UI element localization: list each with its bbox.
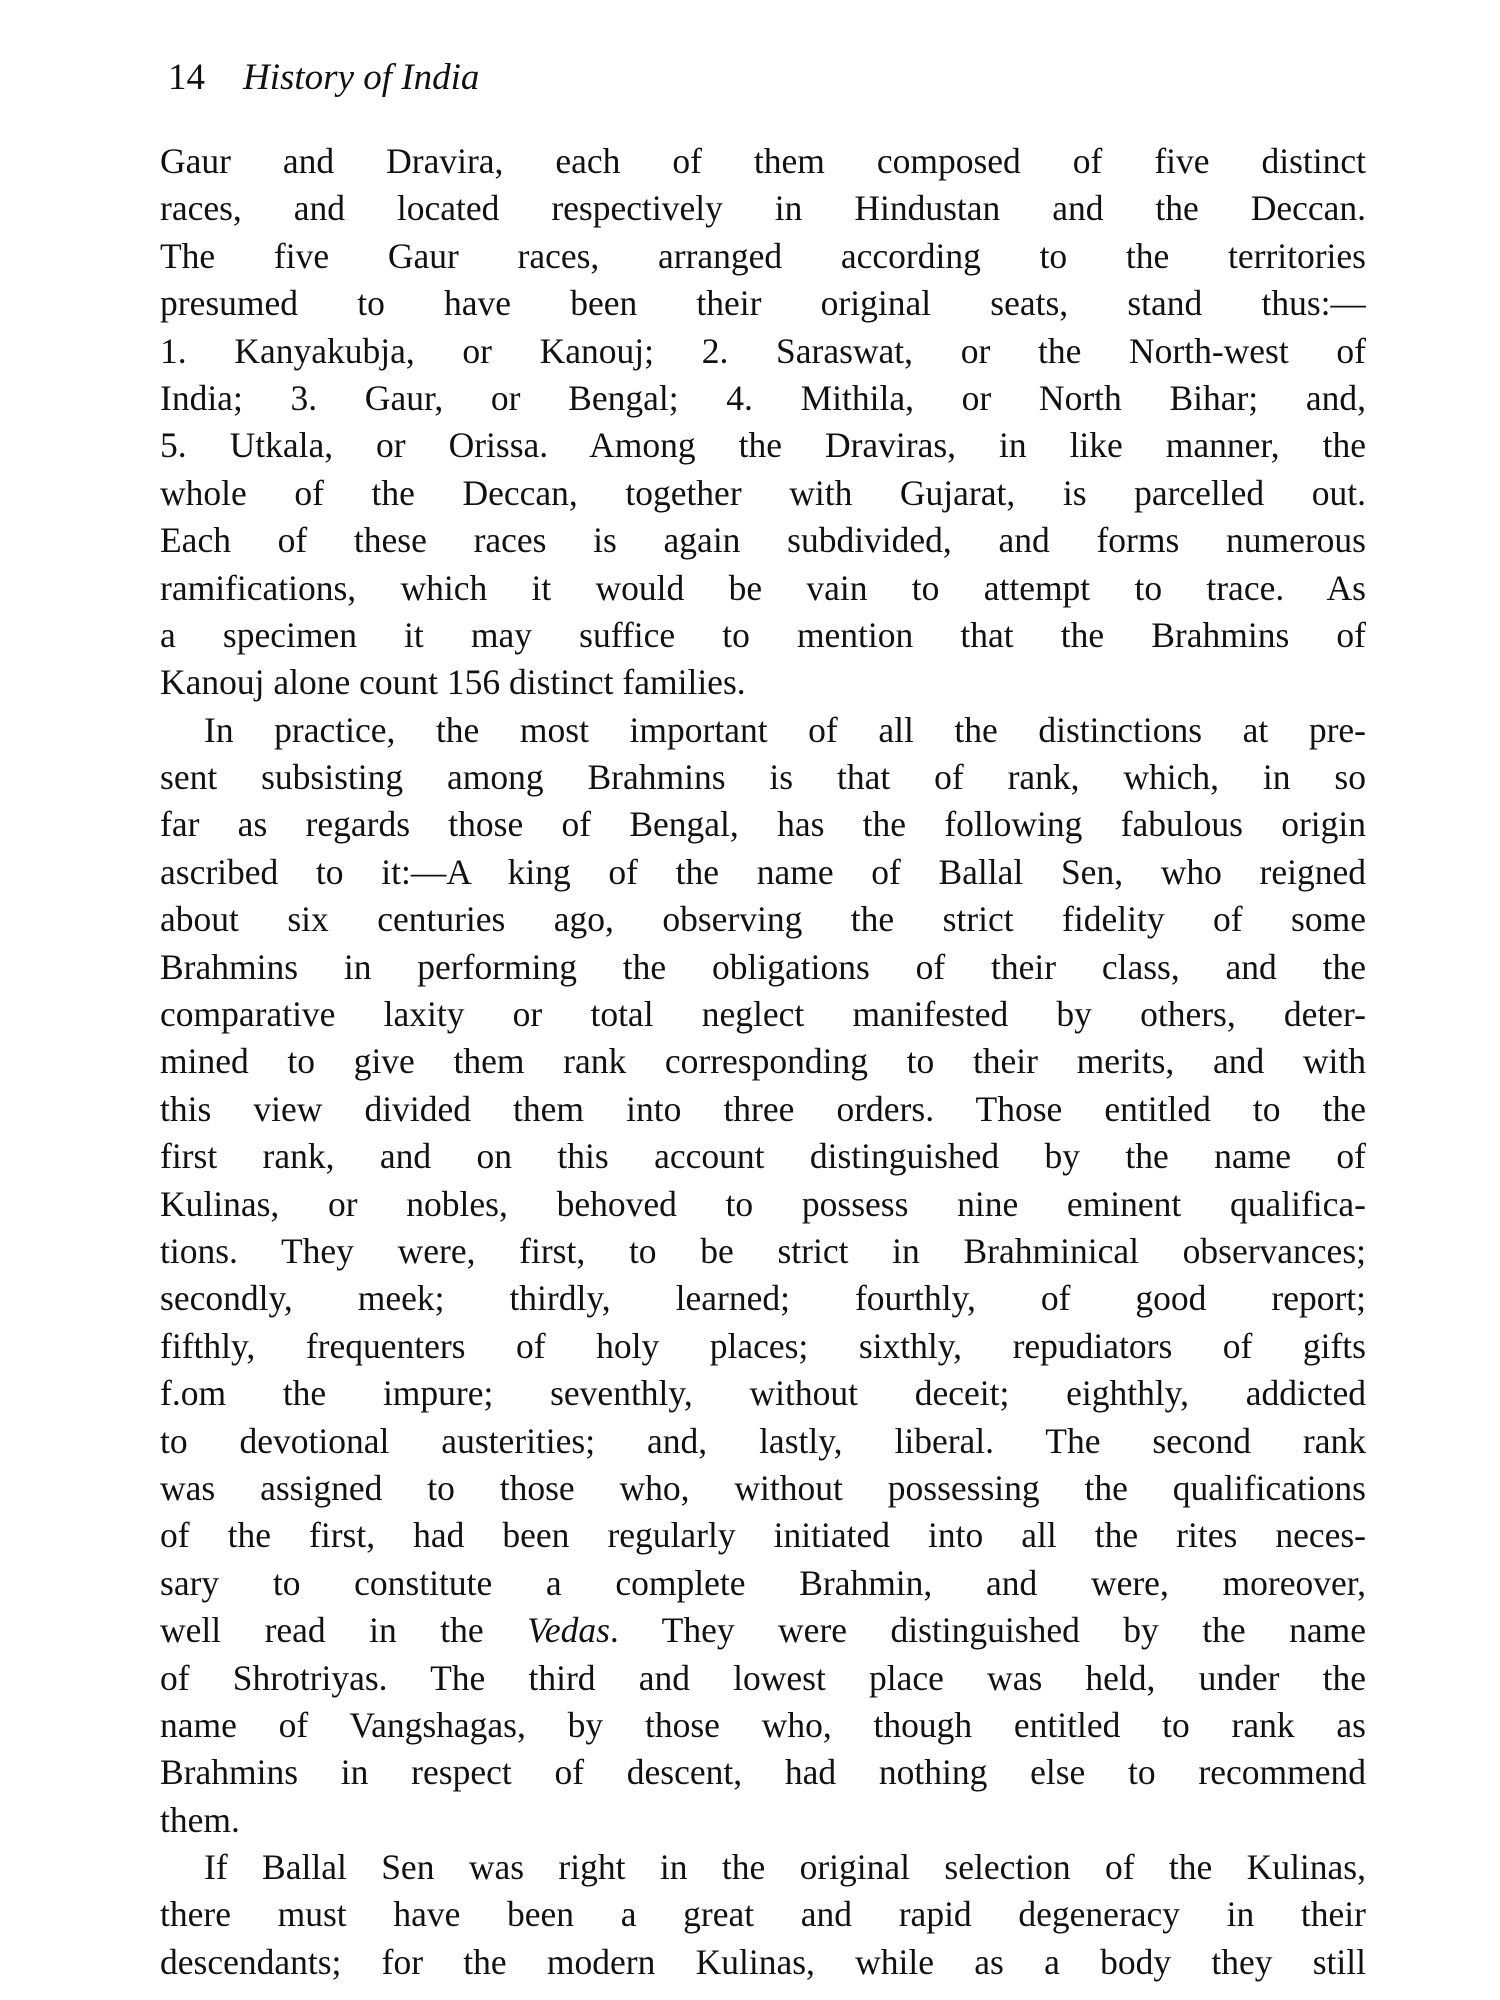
text-line: name of Vangshagas, by those who, though entitled to rank as	[160, 1704, 1366, 1745]
text-line: first rank, and on this account distinguished by the name of	[160, 1136, 1366, 1177]
text-line: of the first, had been regularly initiated into all the rites neces-	[160, 1515, 1366, 1556]
text-line: If Ballal Sen was right in the original selection of the Kulinas,	[204, 1847, 1366, 1888]
running-head	[168, 56, 479, 100]
text-line: presumed to have been their original seats, stand thus:—	[160, 283, 1366, 324]
text-line: far as regards those of Bengal, has the following fabulous origin	[160, 804, 1366, 845]
body-text	[160, 138, 1366, 1986]
text-line: Brahmins in performing the obligations of their class, and the	[160, 946, 1366, 987]
text-line: ascribed to it:—A king of the name of Ballal Sen, who reigned	[160, 851, 1366, 892]
text-line: this view divided them into three orders. Those entitled to the	[160, 1088, 1366, 1129]
text-line: Brahmins in respect of descent, had nothing else to recommend	[160, 1752, 1366, 1793]
page-number: 14	[168, 57, 205, 98]
text-line: tions. They were, first, to be strict in Brahminical observances;	[160, 1230, 1366, 1271]
text-line: a specimen it may suffice to mention that the Brahmins of	[160, 614, 1366, 655]
running-head-title: History of India	[243, 57, 480, 98]
text-line: races, and located respectively in Hindustan and the Deccan.	[160, 188, 1366, 229]
text-line: ramifications, which it would be vain to attempt to trace. As	[160, 567, 1366, 608]
text-line: to devotional austerities; and, lastly, liberal. The second rank	[160, 1420, 1366, 1461]
text-line: descendants; for the modern Kulinas, while as a body they still	[160, 1941, 1366, 1982]
text-line: In practice, the most important of all the distinctions at pre-	[204, 709, 1366, 750]
text-line: Kulinas, or nobles, behoved to possess nine eminent qualifica-	[160, 1183, 1366, 1224]
text-line: sent subsisting among Brahmins is that of rank, which, in so	[160, 757, 1366, 798]
text-line: 5. Utkala, or Orissa. Among the Draviras, in like manner, the	[160, 425, 1366, 466]
text-line: India; 3. Gaur, or Bengal; 4. Mithila, or North Bihar; and,	[160, 377, 1366, 418]
text-line: was assigned to those who, without possessing the qualifications	[160, 1467, 1366, 1508]
text-line: secondly, meek; thirdly, learned; fourthly, of good report;	[160, 1278, 1366, 1319]
text-line: f.om the impure; seventhly, without deceit; eighthly, addicted	[160, 1373, 1366, 1414]
text-line: Each of these races is again subdivided, and forms numerous	[160, 520, 1366, 561]
text-line: fifthly, frequenters of holy places; sixthly, repudiators of gifts	[160, 1325, 1366, 1366]
text-line: Kanouj alone count 156 distinct families.	[160, 662, 746, 703]
text-line: about six centuries ago, observing the strict fidelity of some	[160, 899, 1366, 940]
text-line: whole of the Deccan, together with Gujarat, is parcelled out.	[160, 472, 1366, 513]
text-line: well read in the Vedas. They were distinguished by the name	[160, 1610, 1366, 1651]
text-line: sary to constitute a complete Brahmin, and were, moreover,	[160, 1562, 1366, 1603]
text-line: there must have been a great and rapid degeneracy in their	[160, 1894, 1366, 1935]
text-line: of Shrotriyas. The third and lowest place was held, under the	[160, 1657, 1366, 1698]
text-line: 1. Kanyakubja, or Kanouj; 2. Saraswat, or the North-west of	[160, 330, 1366, 371]
text-line: Gaur and Dravira, each of them composed of five distinct	[160, 141, 1366, 181]
text-line: The five Gaur races, arranged according to the territories	[160, 235, 1366, 276]
text-line: them.	[160, 1799, 240, 1840]
text-line: mined to give them rank corresponding to their merits, and with	[160, 1041, 1366, 1082]
text-line: comparative laxity or total neglect manifested by others, deter-	[160, 994, 1366, 1035]
